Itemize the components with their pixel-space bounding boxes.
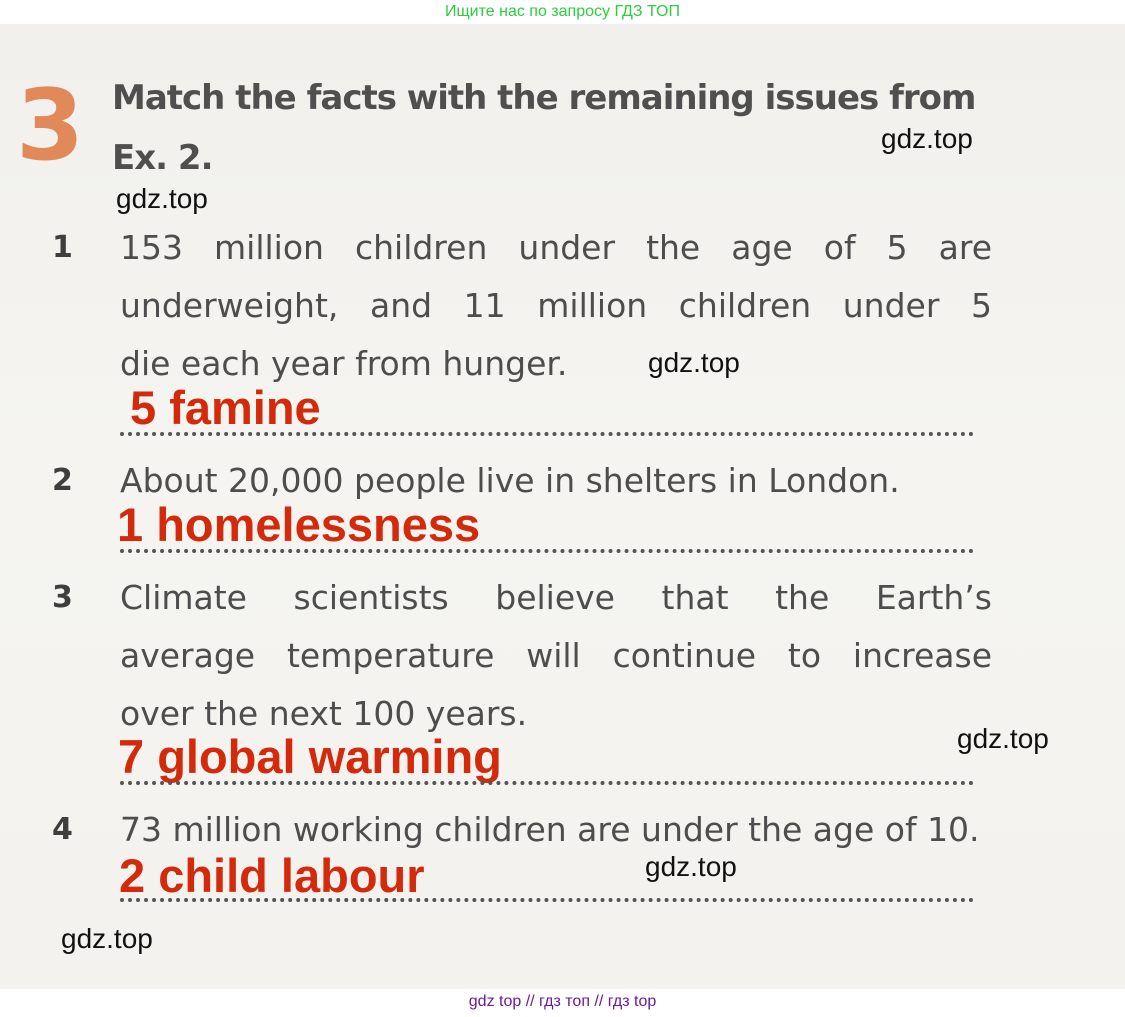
item-number: 1 (52, 230, 73, 265)
answer-4: 2 child labour (119, 849, 425, 902)
fact-line: die each year from hunger. (120, 344, 568, 383)
answer-3: 7 global warming (118, 730, 502, 783)
answer-line (120, 898, 974, 902)
watermark: gdz.top (116, 183, 208, 214)
fact-text-1 (120, 219, 992, 393)
fact-line: About 20,000 people live in shelters in London. (120, 461, 900, 500)
exercise-instruction-line-2: Ex. 2. (112, 138, 213, 178)
watermark: gdz.top (881, 123, 973, 154)
answer-1: 5 famine (130, 381, 321, 434)
watermark: gdz.top (957, 723, 1049, 754)
fact-line: over the next 100 years. (120, 694, 528, 733)
watermark: gdz.top (61, 923, 153, 954)
watermark: gdz.top (648, 347, 740, 378)
item-number: 4 (52, 812, 73, 847)
exercise-instruction-line-1: Match the facts with the remaining issues from (112, 78, 976, 118)
footer-banner[interactable]: gdz top // гдз топ // гдз top (468, 993, 657, 1010)
answer-line (120, 781, 974, 785)
fact-line: underweight, and 11 million children under 5 (120, 286, 992, 325)
item-number: 2 (52, 463, 73, 498)
exercise-number: 3 (16, 69, 81, 183)
watermark: gdz.top (645, 851, 737, 882)
fact-line: 153 million children under the age of 5 are (120, 228, 992, 267)
fact-line: average temperature will continue to increase (120, 636, 992, 675)
fact-text-3 (120, 569, 992, 743)
answer-2: 1 homelessness (117, 498, 481, 551)
item-number: 3 (52, 580, 73, 615)
header-banner[interactable]: Ищите нас по запросу ГДЗ ТОП (445, 3, 680, 20)
fact-line: 73 million working children are under the age of 10. (120, 810, 980, 849)
answer-line (120, 432, 974, 436)
fact-line: Climate scientists believe that the Earth’s (120, 578, 992, 617)
answer-line (120, 549, 974, 553)
